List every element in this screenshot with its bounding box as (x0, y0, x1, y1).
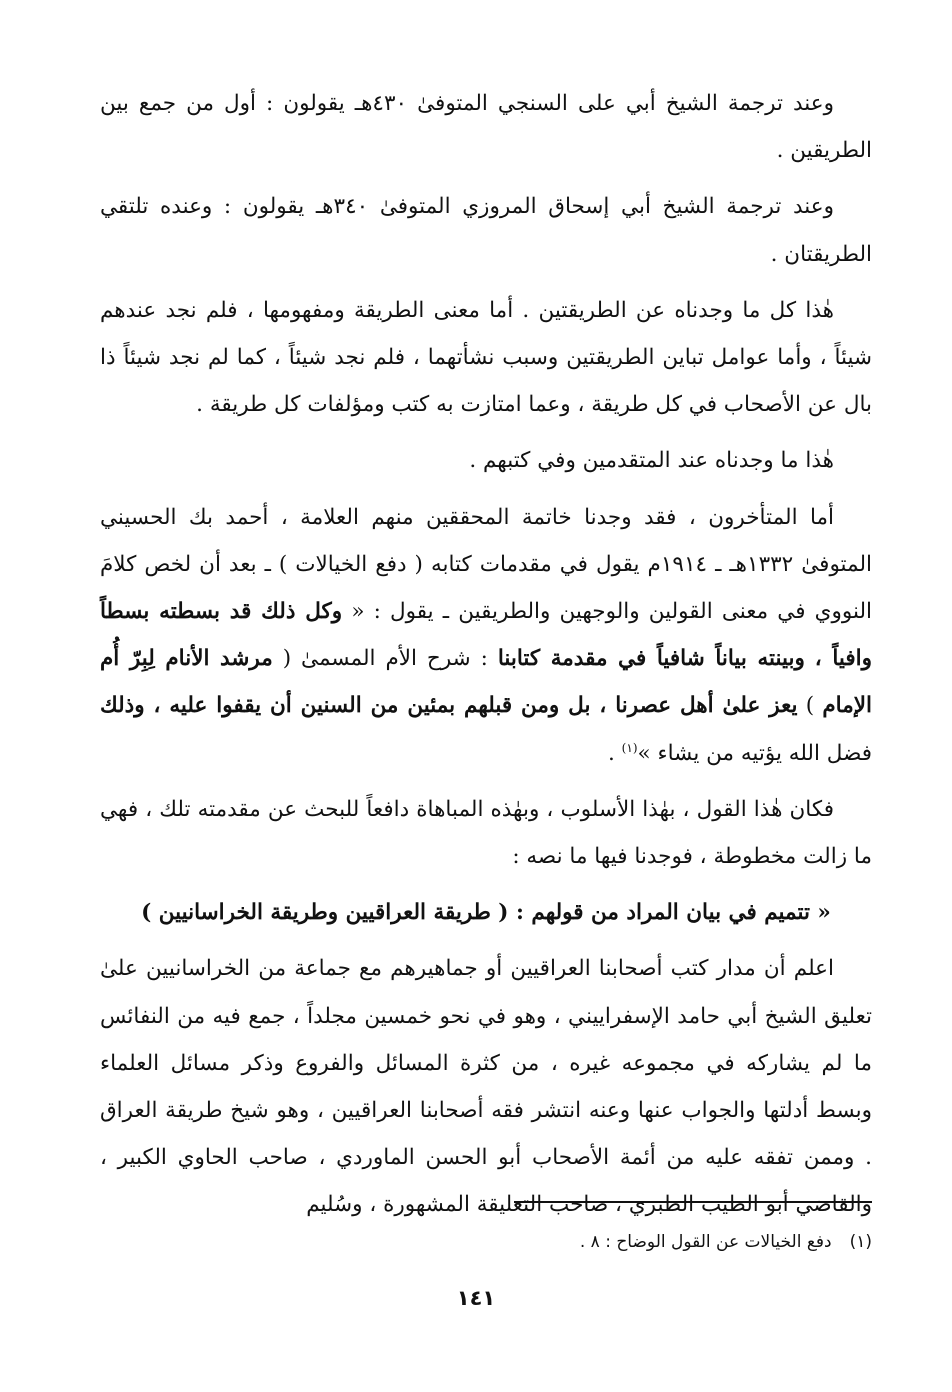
text-run: : شرح الأم المسمىٰ ( (282, 646, 488, 672)
bold-text-run: يعز علىٰ أهل عصرنا ، بل ومن قبلهم بمئين من السنين أن يقفوا عليه ، وذلك (100, 693, 798, 719)
main-text (100, 80, 872, 1238)
paragraph: اعلم أن مدار كتب أصحابنا العراقيين أو جماهيرهم مع جماعة من الخراسانيين علىٰ تعليق الشيخ أبي حامد الإسفراييني ، وهو في نحو خمسين مجلداً ، جمع فيه من النفائس ما لم يشاركه في مجموعه غيره ، من كثرة المسائل والفروع وذكر مسائل العلماء وبسط أدلتها والجواب عنها وعنه انتشر فقه أصحابنا العراقيين ، وهو شيخ طريقة العراق . وممن تفقه عليه من أئمة الأصحاب أبو الحسن الماوردي ، صاحب الحاوي الكبير ، والقاضي أبو الطيب الطبري ، صاحب التعليقة المشهورة ، وسُليم (100, 956, 872, 1218)
footnote-separator (514, 1201, 872, 1203)
paragraph-quote-intro (100, 494, 872, 777)
bold-text-run: وكل ذلك قد بسطته بسطاً وافياً ، (100, 599, 872, 672)
text-run: ) (805, 693, 815, 719)
footnote-text: دفع الخيالات عن القول الوضاح : ٨ . (579, 1232, 832, 1252)
footnote-reference[interactable]: (١) (621, 740, 638, 755)
text-run: أما المتأخرون ، فقد وجدنا خاتمة المحققين منهم العلامة ، أحمد بك الحسيني المتوفىٰ ١٣٣٢هـ ـ ١٩١٤م يقول في مقدمات كتابه ( دفع الخيالات ) ـ بعد أن لخص كلامَ النووي في معنى القولين والوجهين والطريقين ـ يقول : « (100, 504, 872, 625)
paragraph: وعند ترجمة الشيخ أبي إسحاق المروزي المتوفىٰ ٣٤٠هـ يقولون : وعنده تلتقي الطريقتان . (100, 194, 872, 267)
paragraph: فكان هٰذا القول ، بهٰذا الأسلوب ، وبهٰذه المباهاة دافعاً للبحث عن مقدمته تلك ، فهي ما زالت مخطوطة ، فوجدنا فيها ما نصه : (100, 796, 872, 870)
bold-text-run: وبينته بياناً شافياً في مقدمة كتابنا (497, 646, 805, 672)
text-run: فضل الله يؤتيه من يشاء » (637, 740, 872, 766)
paragraph: هٰذا كل ما وجدناه عن الطريقتين . أما معنى الطريقة ومفهومها ، فلم نجد عندهم شيئاً ، وأما عوامل تباين الطريقتين وسبب نشأتهما ، فلم نجد شيئاً ، كما لم نجد شيئاً ذا بال عن الأصحاب في كل طريقة ، وعما امتازت به كتب ومؤلفات كل طريقة . (100, 297, 872, 418)
section-heading: « تتميم في بيان المراد من قولهم : ( طريقة العراقيين وطريقة الخراسانيين ) (141, 900, 831, 926)
book-title: مرشد الأنام لِبِرّ أُم الإمام (100, 646, 872, 719)
footnote-number: (١) (849, 1232, 872, 1252)
page-number: ١٤١ (456, 1286, 496, 1310)
paragraph: وعند ترجمة الشيخ أبي على السنجي المتوفىٰ ٤٣٠هـ يقولون : أول من جمع بين الطريقين . (100, 91, 872, 164)
footnote (100, 1228, 872, 1256)
paragraph: هٰذا ما وجدناه عند المتقدمين وفي كتبهم . (469, 448, 834, 474)
text-run: . (607, 740, 615, 766)
